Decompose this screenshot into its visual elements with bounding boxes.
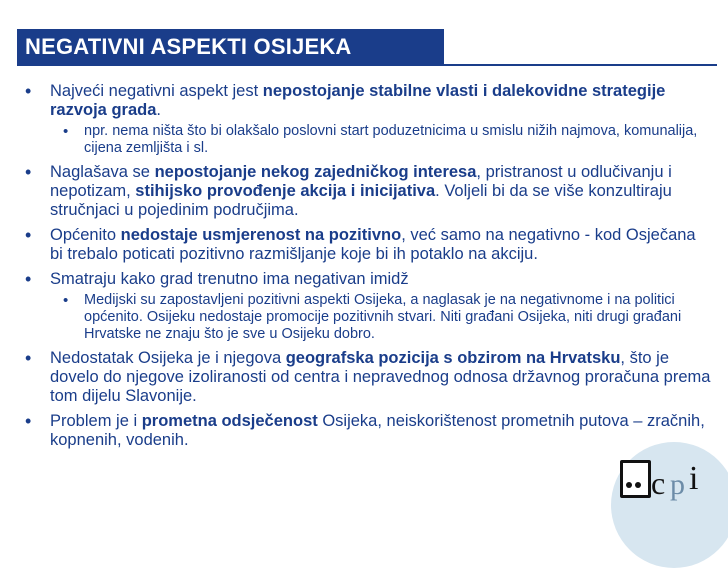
title-underline <box>17 64 717 66</box>
bullet-text: Problem je i <box>50 412 142 430</box>
bullet-item <box>21 163 711 220</box>
bullet-text-bold: geografska pozicija s obzirom na Hrvatsku <box>285 349 621 367</box>
bullet-text-bold: nepostojanje stabilne vlasti i dalekovidne strategije razvoja grada <box>50 82 666 119</box>
slide-title: NEGATIVNI ASPEKTI OSIJEKA <box>25 34 352 59</box>
bullet-text: Općenito <box>50 226 121 244</box>
logo-letter-p: p <box>670 468 685 501</box>
bullet-text: , pristranost u odlučivanju i nepotizam, <box>50 163 672 200</box>
bullet-item <box>21 82 711 120</box>
title-bar <box>17 29 444 64</box>
bullet-text: Nedostatak Osijeka je i njegova <box>50 349 286 367</box>
sub-bullet-item <box>21 123 711 157</box>
bullet-text: , već samo na negativno - kod Osječana bi trebalo poticati pozitivno razmišljanje koje bi ih potaklo na akciju. <box>50 226 696 263</box>
bullet-text-bold: prometna odsječenost <box>141 412 318 430</box>
bullet-text-bold: stihijsko provođenje akcija i inicijativa <box>135 182 436 200</box>
bullet-text: Osijeka, neiskorištenost prometnih putova – zračnih, kopnenih, vodenih. <box>50 412 705 449</box>
bullet-item <box>21 270 711 289</box>
bullet-text: Medijski su zapostavljeni pozitivni aspekti Osijeka, a naglasak je na negativnome i na politici općenito. Osijeku nedostaje promocije pozitivnih stvari. Niti građani Osijeka, niti drugi građani Hrvatske ne znaju što je sve u Osijeku dobro. <box>84 292 682 342</box>
logo-dot <box>635 482 641 488</box>
bullet-text: . <box>156 101 161 119</box>
bullet-list <box>21 82 711 456</box>
logo-letter-i: i <box>689 460 699 497</box>
bullet-text: . Voljeli bi da se više konzultiraju stručnjaci u pojedinim područjima. <box>50 182 672 219</box>
sub-bullet-item <box>21 292 711 343</box>
bullet-text: Najveći negativni aspekt jest <box>50 82 263 100</box>
logo-dot <box>626 482 632 488</box>
bullet-text: , što je dovelo do njegove izoliranosti od centra i nepravednog odnosa državnog proračuna prema tom dijelu Slavonije. <box>50 349 711 405</box>
bullet-text: Naglašava se <box>50 163 155 181</box>
bullet-item <box>21 349 711 406</box>
bullet-text-bold: nepostojanje nekog zajedničkog interesa <box>154 163 477 181</box>
bullet-text: npr. nema ništa što bi olakšalo poslovni start poduzetnicima u smislu nižih najmova, komunalija, cijena zemljišta i sl. <box>84 123 698 156</box>
bullet-text: Smatraju kako grad trenutno ima negativan imidž <box>50 270 409 288</box>
bullet-text-bold: nedostaje usmjerenost na pozitivno <box>120 226 402 244</box>
cpi-logo-icon <box>620 460 651 498</box>
logo-letter-c: c <box>651 465 666 501</box>
bullet-item <box>21 226 711 264</box>
bullet-item <box>21 412 711 450</box>
